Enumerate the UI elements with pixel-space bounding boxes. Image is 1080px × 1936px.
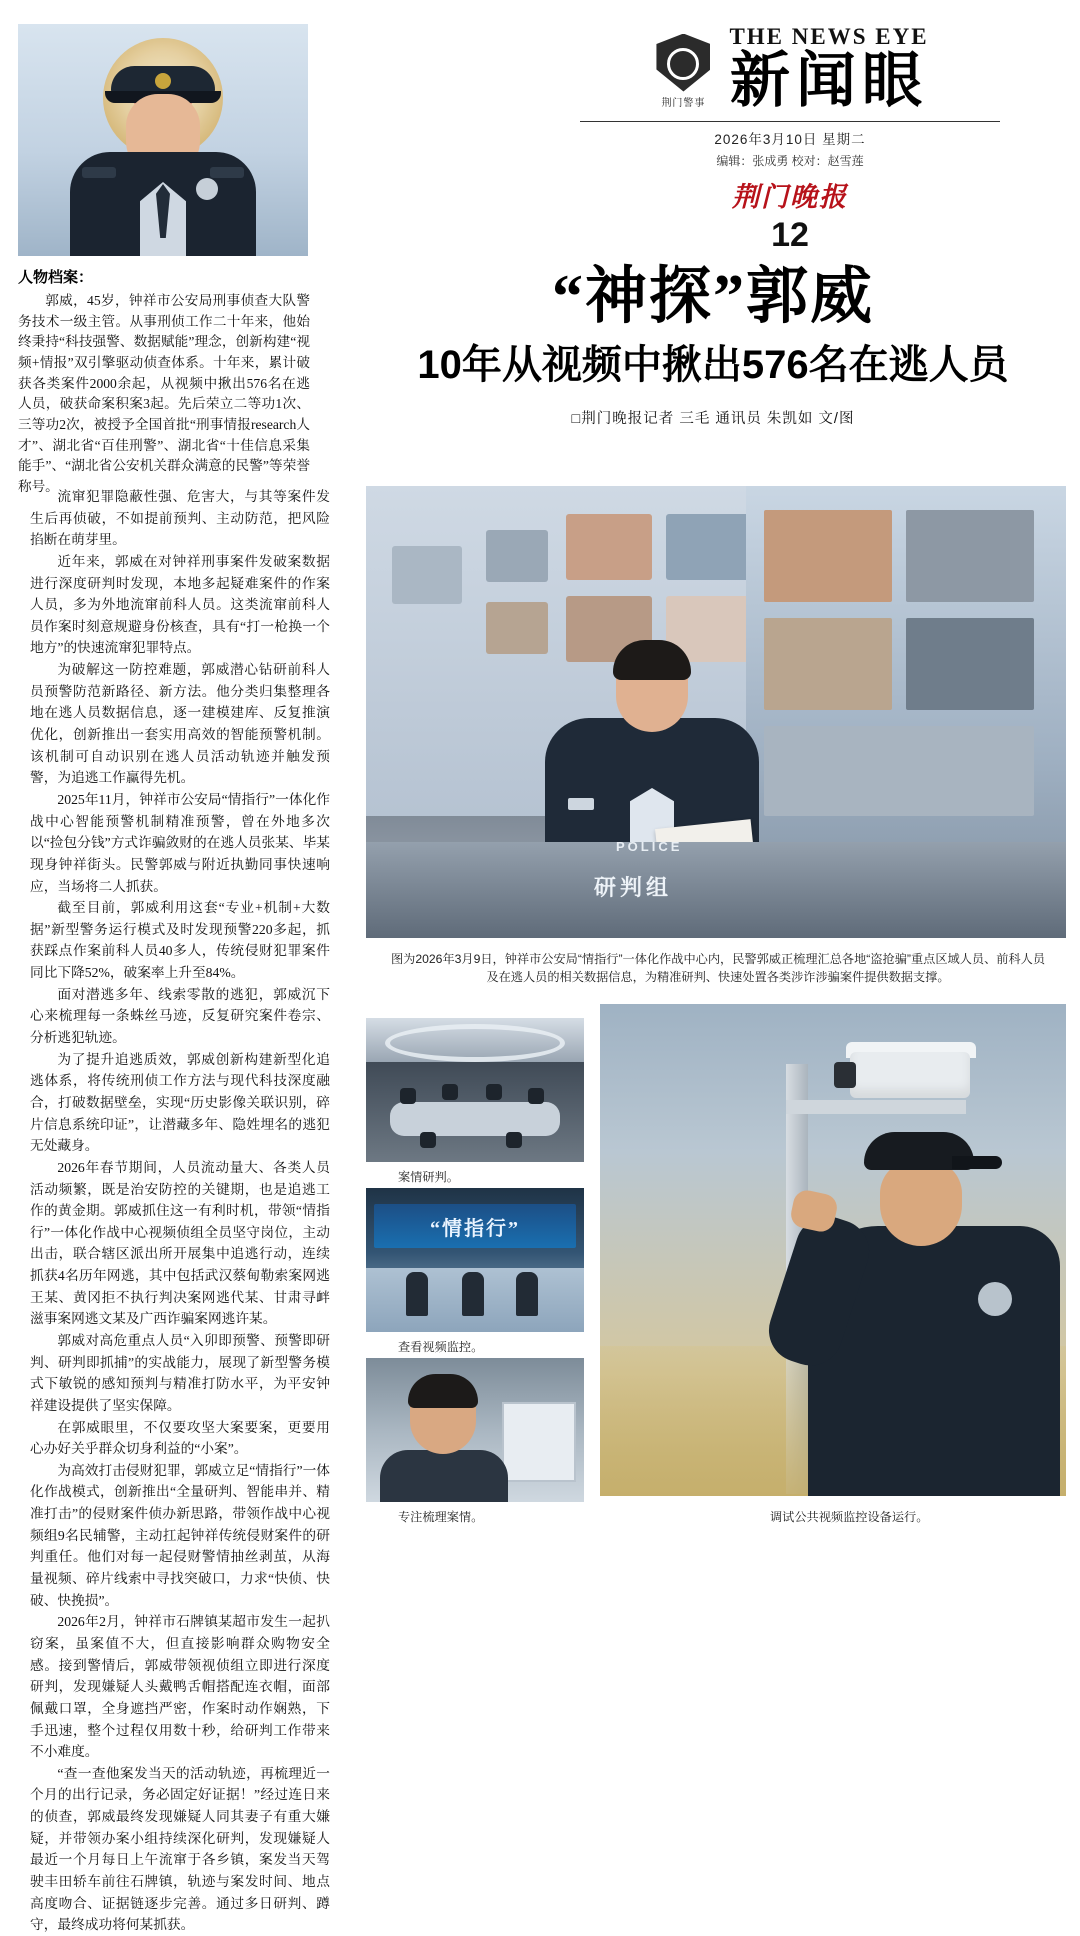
body-paragraph: 2025年11月，钟祥市公安局“情指行”一体化作战中心智能预警机制精准预警，曾在外地多次以“捡包分钱”方式诈骗敛财的在逃人员张某、毕某现身钟祥街头。民警郭威与附近执勤同事快速响应，当场将二人抓获。 bbox=[30, 791, 330, 894]
profile-title: 人物档案： bbox=[18, 269, 94, 286]
body-paragraph: 截至目前，郭威利用这套“专业+机制+大数据”新型警务运行模式及时发现预警220多起，抓获踩点作案前科人员40多人，传统侵财犯罪案件同比下降52%，破案率上升至84%。 bbox=[30, 900, 330, 981]
research-unit-label: 研判组 bbox=[594, 875, 673, 900]
body-paragraph: 面对潜逃多年、线索零散的逃犯，郭威沉下心来梳理每一条蛛丝马迹，反复研究案件卷宗、分析逃犯轨迹。 bbox=[30, 986, 330, 1046]
surveillance-camera-icon bbox=[850, 1052, 970, 1098]
headline-block bbox=[360, 262, 1066, 428]
police-text-label: POLICE bbox=[616, 839, 683, 854]
cap-badge-icon bbox=[155, 73, 171, 89]
body-paragraph: 近年来，郭威在对钟祥刑事案件发破案数据进行深度研判时发现，本地多起疑难案件的作案人员，多为外地流窜前科人员。这类流窜前科人员作案时刻意规避身份核查，具有“打一枪换一个地方”的快速流窜犯罪特点。 bbox=[30, 553, 330, 656]
photo1-caption: 案情研判。 bbox=[398, 1170, 459, 1184]
photo2-caption: 查看视频监控。 bbox=[398, 1340, 484, 1354]
main-photo bbox=[366, 486, 1066, 938]
photo-camera-maintenance bbox=[600, 1004, 1066, 1496]
body-paragraph: 在郭威眼里，不仅要攻坚大案要案，更要用心办好关乎群众切身利益的“小案”。 bbox=[30, 1419, 330, 1457]
page-number: 12 bbox=[771, 216, 809, 254]
body-paragraph: 郭威对高危重点人员“入卯即预警、预警即研判、研判即抓捕”的实战能力，展现了新型警务模式下敏锐的感知预判与精准打防水平，为平安钟祥建设提供了坚实保障。 bbox=[30, 1332, 330, 1413]
portrait-officer-figure bbox=[70, 60, 256, 256]
console-desk bbox=[366, 842, 1066, 938]
body-paragraph: 为破解这一防控难题，郭威潜心钻研前科人员预警防范新路径、新方法。他分类归集整理各地在逃人员数据信息，逐一建模建库、反复推演优化，创新推出一套实用高效的智能预警机制。该机制可自动识别在逃人员活动轨迹并触发预警，为追逃工作赢得先机。 bbox=[30, 662, 330, 786]
newspaper-logo: 荆门晚报 bbox=[732, 182, 848, 212]
police-shield-icon bbox=[651, 34, 715, 109]
photo3-caption: 专注梳理案情。 bbox=[398, 1510, 484, 1524]
body-paragraph: “查一查他案发当天的活动轨迹，再梳理近一个月的出行记录，务必固定好证据！”经过连日来的侦查，郭威最终发现嫌疑人同其妻子有重大嫌疑，并带领办案小组持续深化研判，发现嫌疑人最近一个月每日上午流窜于各乡镇，案发当天驾驶丰田轿车前往石牌镇，轨迹与案发时间、地点高度吻合、证据链逐步完善。通过多日研判、蹲守，最终成功将何某抓获。 bbox=[30, 1765, 330, 1933]
profile-text: 郭威，45岁，钟祥市公安局刑事侦查大队警务技术一级主管。从事刑侦工作二十年来，他始终秉持“科技强警、数据赋能”理念，创新构建“视频+情报”双引擎驱动侦查体系。十年来，累计破获各类案件2000余起，从视频中揪出576名在逃人员，破获命案积案3起。先后荣立二等功1次、三等功2次，被授予全国首批“刑事情报research人才”、湖北省“百佳刑警”、湖北省“十佳信息采集能手”、“湖北省公安机关群众满意的民警”等荣誉称号。 bbox=[18, 293, 310, 494]
banner-label: “情指行” bbox=[430, 1218, 520, 1240]
main-photo-caption: 图为2026年3月9日，钟祥市公安局“情指行”一体化作战中心内，民警郭威正梳理汇总各地“盗抢骗”重点区域人员、前科人员及在逃人员的相关数据信息，为精准研判、快速处置各类涉诈涉骗案件提供数据支撑。 bbox=[390, 952, 1046, 985]
photo-video-monitoring bbox=[366, 1188, 584, 1332]
body-paragraph: 为了提升追逃质效，郭威创新构建新型化追逃体系，将传统刑侦工作方法与现代科技深度融合，打破数据壁垒，实现“历史影像关联识别，碎片信息系统印证”，让潜藏多年、隐姓埋名的逃犯无处藏身。 bbox=[30, 1051, 330, 1154]
photo-case-review bbox=[366, 1358, 584, 1502]
body-paragraph: 为高效打击侵财犯罪，郭威立足“情指行”一体化作战模式，创新推出“全量研判、智能串并、精准打击”的侵财案件侦办新思路，带领作战中心视频组9名民辅警，主动扛起钟祥传统侵财案件的研判重任。他们对每一起侵财警情抽丝剥茧，从海量视频、碎片线索中寻找突破口，力求“快侦、快破、快挽损”。 bbox=[30, 1462, 330, 1608]
article-body-column bbox=[30, 486, 330, 1933]
profile-portrait-photo bbox=[18, 24, 308, 256]
technician-figure bbox=[768, 1096, 1066, 1496]
photo-case-analysis bbox=[366, 1018, 584, 1162]
masthead bbox=[520, 24, 1060, 255]
masthead-chinese-title: 新闻眼 bbox=[729, 48, 928, 114]
publication-date: 2026年3月10日 星期二 bbox=[714, 132, 866, 147]
body-paragraph: 2026年2月，钟祥市石牌镇某超市发生一起扒窃案，虽案值不大，但直接影响群众购物安全感。接到警情后，郭威带领视侦组立即进行深度研判，发现嫌疑人头戴鸭舌帽搭配连衣帽，面部佩戴口罩，全身遮挡严密，作案时动作娴熟，下手迅速，整个过程仅用数十秒，给研判工作带来不小难度。 bbox=[30, 1614, 330, 1760]
photo4-caption: 调试公共视频监控设备运行。 bbox=[770, 1510, 929, 1524]
byline: □荆门晚报记者 三毛 通讯员 朱凯如 文/图 bbox=[571, 410, 855, 427]
body-paragraph: 2026年春节期间，人员流动量大、各类人员活动频繁，既是治安防控的关键期，也是追逃工作的黄金期。郭威抓住这一有利时机，带领“情指行”一体化作战中心视频侦组全员坚守岗位，主动出击，联合辖区派出所开展集中追逃行动，连续抓获4名历年网逃，其中包括武汉蔡甸勒索案网逃王某、黄冈拒不执行判决案网逃代某、甘肃寻衅滋事案网逃文某及广西诈骗案网逃许某。 bbox=[30, 1159, 330, 1327]
badge-caption: 荆门警事 bbox=[661, 97, 706, 109]
body-paragraph: 流窜犯罪隐蔽性强、危害大，与其等案件发生后再侦破，不如提前预判、主动防范，把风险掐断在萌芽里。 bbox=[30, 489, 330, 548]
masthead-english-title: THE NEWS EYE bbox=[729, 24, 929, 49]
editors-line: 编辑：张成勇 校对：赵雪莲 bbox=[716, 154, 864, 168]
profile-block bbox=[18, 266, 310, 498]
headline-sub: 10年从视频中揪出576名在逃人员 bbox=[417, 342, 1009, 387]
masthead-divider bbox=[580, 121, 1000, 122]
headline-main: “神探”郭威 bbox=[551, 263, 874, 331]
